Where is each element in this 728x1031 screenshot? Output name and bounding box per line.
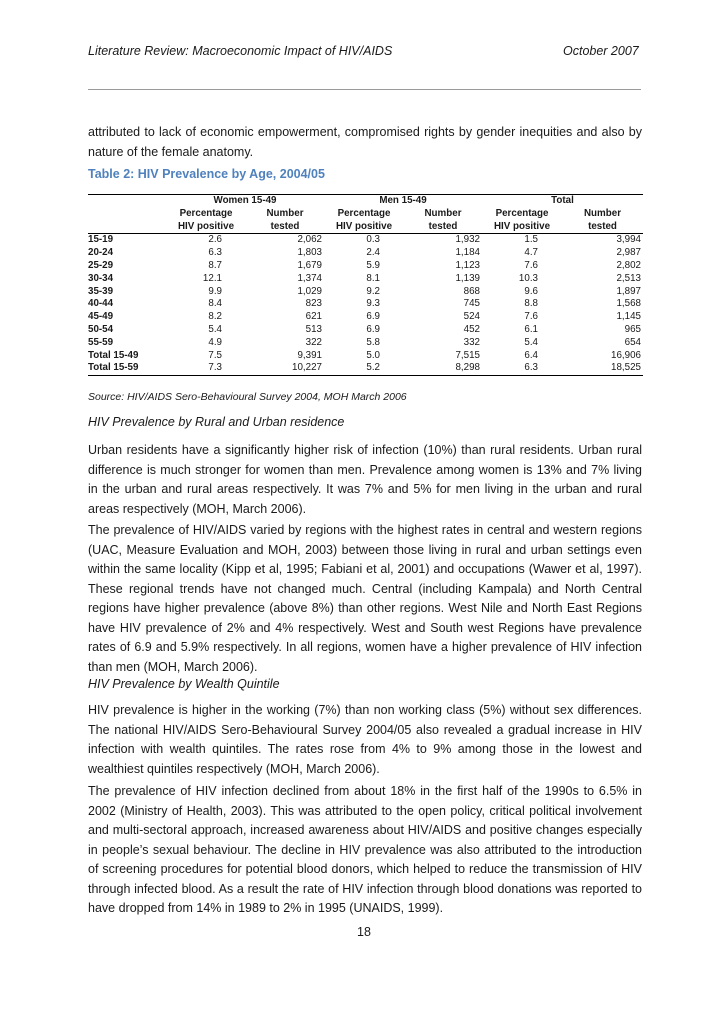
col-header: Percentage <box>337 207 391 219</box>
table-cell: 1,145 <box>616 311 641 323</box>
table-cell: 9.2 <box>366 285 380 297</box>
running-header-title: Literature Review: Macroeconomic Impact of HIV/AIDS <box>88 44 393 58</box>
table-cell: 2,062 <box>297 234 322 246</box>
table-cell: 965 <box>624 323 641 335</box>
page-number: 18 <box>357 925 371 939</box>
table-cell: 8.8 <box>524 298 538 310</box>
table-group-header-row <box>88 195 643 208</box>
table-cell: 6.4 <box>524 349 538 361</box>
row-label: 50-54 <box>88 323 114 335</box>
table-row <box>88 362 643 375</box>
row-label: 25-29 <box>88 259 114 271</box>
table-cell: 332 <box>463 336 480 348</box>
table-row <box>88 247 643 260</box>
table-row <box>88 260 643 273</box>
table-cell: 7.3 <box>166 362 246 375</box>
row-label: 20-24 <box>88 247 114 259</box>
paragraph-wealth-1: HIV prevalence is higher in the working (7%) than non working class (5%) without sex differences. The national HIV/AIDS Sero-Behavioural Survey 2004/05 also revealed a gradual increase in HIV infection with wealth quintiles. The rates rose from 4% to 9% among those in the lowest and wealthiest quintiles respectively (MOH, March 2006). <box>88 703 642 776</box>
row-label: 45-49 <box>88 311 114 323</box>
table-cell: 6.3 <box>482 362 562 375</box>
table-cell: 654 <box>624 336 641 348</box>
col-header: Percentage <box>495 207 549 219</box>
table-cell: 1,029 <box>297 285 322 297</box>
table-cell: 1,123 <box>455 259 480 271</box>
table-cell: 5.0 <box>366 349 380 361</box>
table-row <box>88 337 643 350</box>
table-cell: 621 <box>305 311 322 323</box>
col-header: HIV positive <box>166 221 246 234</box>
table-cell: 2,513 <box>616 272 641 284</box>
table-cell: 524 <box>463 311 480 323</box>
hiv-prevalence-table <box>88 194 643 376</box>
paragraph-rural-urban-2: The prevalence of HIV/AIDS varied by regions with the highest rates in central and western regions (UAC, Measure Evaluation and MOH, 2003) between those living in rural and urban settings even within the same locality (Kipp et al, 1995; Fabiani et al, 2001) and occupations (Wawer et al, 1997). These regional trends have not changed much. Central (including Kampala) and North Central regions have higher prevalence (above 8%) than other regions. West Nile and North East Regions have HIV prevalence of 2% and 4% respectively. West and South west Regions have prevalence rates of 6.9 and 5.9% respectively. In all regions, women have a higher prevalence of HIV infection than men (MOH, March 2006). <box>88 523 642 674</box>
table-cell: 1,897 <box>616 285 641 297</box>
col-header: Number <box>424 207 462 219</box>
section-heading-wealth: HIV Prevalence by Wealth Quintile <box>88 677 280 691</box>
table-cell: 2.6 <box>208 234 222 246</box>
col-header: HIV positive <box>482 221 562 234</box>
row-label: Total 15-49 <box>88 349 139 361</box>
table-cell: 513 <box>305 323 322 335</box>
table-cell: 868 <box>463 285 480 297</box>
table-cell: 7.6 <box>524 311 538 323</box>
table-cell: 16,906 <box>611 349 641 361</box>
group-men: Men 15-49 <box>324 195 482 208</box>
table-cell: 2,802 <box>616 259 641 271</box>
table-source: Source: HIV/AIDS Sero-Behavioural Survey 2004, MOH March 2006 <box>88 391 407 403</box>
table-cell: 9.6 <box>524 285 538 297</box>
col-header: Percentage <box>179 207 233 219</box>
section-heading-rural-urban: HIV Prevalence by Rural and Urban residence <box>88 415 345 429</box>
table-cell: 8.4 <box>208 298 222 310</box>
table-cell: 1,932 <box>455 234 480 246</box>
table-cell: 1,568 <box>616 298 641 310</box>
table-cell: 6.9 <box>366 323 380 335</box>
group-total: Total <box>482 195 643 208</box>
table-row <box>88 234 643 247</box>
table-cell: 3,994 <box>616 234 641 246</box>
table-cell: 1,374 <box>297 272 322 284</box>
table-cell: 322 <box>305 336 322 348</box>
table-row <box>88 298 643 311</box>
table-cell: 745 <box>463 298 480 310</box>
table-cell: 1,139 <box>455 272 480 284</box>
table-cell: 4.9 <box>208 336 222 348</box>
table-cell: 10.3 <box>518 272 538 284</box>
table-cell: 5.4 <box>524 336 538 348</box>
table-cell: 1.5 <box>524 234 538 246</box>
group-women: Women 15-49 <box>166 195 324 208</box>
table-cell: 4.7 <box>524 247 538 259</box>
table-cell: 452 <box>463 323 480 335</box>
table-cell: 6.3 <box>208 247 222 259</box>
row-label: 55-59 <box>88 336 114 348</box>
table-cell: 8,298 <box>404 362 482 375</box>
row-label: 15-19 <box>88 234 114 246</box>
table-subheader-row-2 <box>88 221 643 234</box>
row-label: 30-34 <box>88 272 114 284</box>
table-cell: 8.2 <box>208 311 222 323</box>
table-cell: 12.1 <box>202 272 222 284</box>
row-label: 40-44 <box>88 298 114 310</box>
table-row <box>88 273 643 286</box>
table-cell: 7.5 <box>208 349 222 361</box>
table-cell: 1,679 <box>297 259 322 271</box>
table-cell: 8.7 <box>208 259 222 271</box>
table-cell: 7.6 <box>524 259 538 271</box>
table-cell: 9.3 <box>366 298 380 310</box>
intro-paragraph: attributed to lack of economic empowerment, compromised rights by gender inequities and also by nature of the female anatomy. <box>88 125 642 159</box>
table-cell: 0.3 <box>366 234 380 246</box>
table-cell: 9,391 <box>297 349 322 361</box>
paragraph-rural-urban-1: Urban residents have a significantly higher risk of infection (10%) than rural residents. Urban rural difference is much stronger for women than men. Prevalence among women is 13% and 7% living in the urban and rural areas respectively. It was 7% and 5% for men living in the urban and rural areas respectively (MOH, March 2006). <box>88 443 642 516</box>
table-cell: 9.9 <box>208 285 222 297</box>
table-row <box>88 324 643 337</box>
row-label: Total 15-59 <box>88 362 166 375</box>
col-header: HIV positive <box>324 221 404 234</box>
table-cell: 1,803 <box>297 247 322 259</box>
table-cell: 5.4 <box>208 323 222 335</box>
col-header: Number <box>266 207 304 219</box>
running-header-date: October 2007 <box>563 44 639 58</box>
table-cell: 6.9 <box>366 311 380 323</box>
col-header: Number <box>583 207 622 219</box>
table-cell: 8.1 <box>366 272 380 284</box>
table-cell: 5.8 <box>366 336 380 348</box>
col-header: tested <box>246 221 324 234</box>
table-cell: 5.9 <box>366 259 380 271</box>
table-row <box>88 350 643 363</box>
row-label: 35-39 <box>88 285 114 297</box>
table-cell: 10,227 <box>246 362 324 375</box>
table-cell: 2,987 <box>616 247 641 259</box>
table-body <box>88 234 643 376</box>
table-cell: 6.1 <box>524 323 538 335</box>
table-caption: Table 2: HIV Prevalence by Age, 2004/05 <box>88 167 325 181</box>
header-divider <box>88 89 641 90</box>
table-subheader-row-1 <box>88 208 643 221</box>
table-cell: 18,525 <box>562 362 643 375</box>
table-cell: 823 <box>305 298 322 310</box>
table-row <box>88 311 643 324</box>
table-cell: 5.2 <box>324 362 404 375</box>
table-row <box>88 286 643 299</box>
paragraph-wealth-2: The prevalence of HIV infection declined from about 18% in the first half of the 1990s to 6.5% in 2002 (Ministry of Health, 2003). This was attributed to the open policy, critical political involvement and multi-sectoral approach, increased awareness about HIV/AIDS and positive changes especially in people’s sexual behaviour. The decline in HIV prevalence was also attributed to the introduction of screening procedures for potential blood donors, which helped to reduce the transmission of HIV through infected blood. As a result the rate of HIV infection through blood donations was reported to have dropped from 14% in 1989 to 2% in 1995 (UNAIDS, 1999). <box>88 784 642 915</box>
table-cell: 7,515 <box>455 349 480 361</box>
table-cell: 1,184 <box>455 247 480 259</box>
col-header: tested <box>562 221 643 234</box>
table-cell: 2.4 <box>366 247 380 259</box>
col-header: tested <box>404 221 482 234</box>
